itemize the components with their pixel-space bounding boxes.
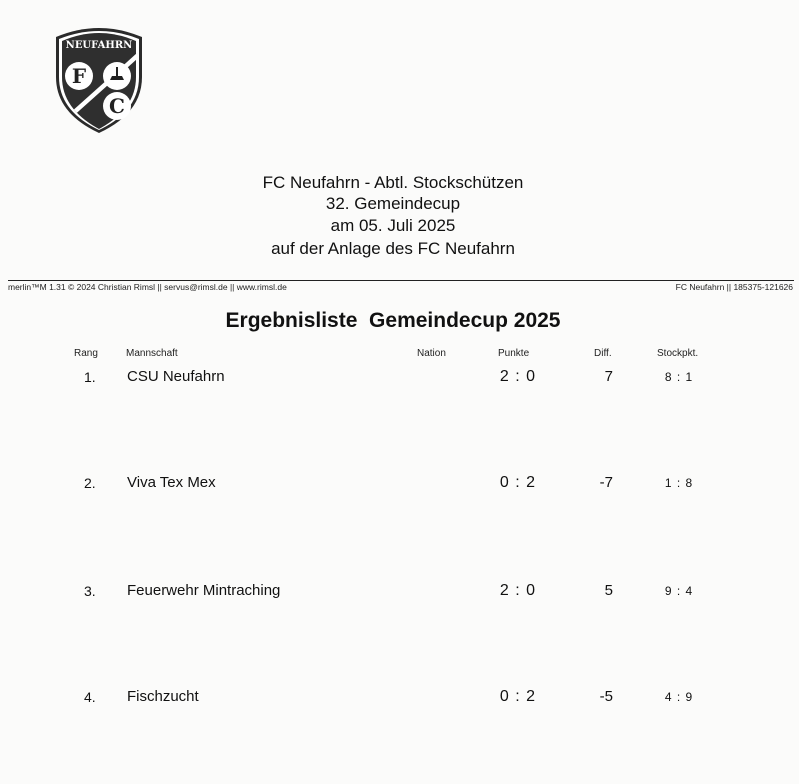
- row-rank: 4.: [84, 689, 96, 705]
- row-rank: 2.: [84, 475, 96, 491]
- result-row: [0, 366, 799, 388]
- row-stock-points: 4 : 9: [664, 690, 694, 704]
- row-points: 2 : 0: [499, 582, 537, 599]
- logo-club-name: NEUFAHRN: [65, 40, 133, 51]
- logo-letter-c: C: [109, 94, 125, 118]
- row-rank: 1.: [84, 369, 96, 385]
- header-event-name: 32. Gemeindecup: [325, 194, 461, 213]
- row-points: 0 : 2: [499, 688, 537, 705]
- header-club-department: FC Neufahrn - Abtl. Stockschützen: [262, 173, 524, 192]
- row-stock-points: 8 : 1: [664, 370, 694, 384]
- row-diff: 5: [604, 582, 613, 599]
- row-stock-points: 9 : 4: [664, 584, 694, 598]
- result-row: [0, 472, 799, 494]
- column-header-diff: Diff.: [594, 348, 612, 359]
- result-row: [0, 686, 799, 708]
- club-logo: [52, 25, 146, 133]
- row-diff: -7: [599, 474, 613, 491]
- row-rank: 3.: [84, 583, 96, 599]
- software-credit: merlin™M 1.31 © 2024 Christian Rimsl || servus@rimsl.de || www.rimsl.de: [8, 282, 287, 292]
- column-header-nation: Nation: [417, 348, 446, 359]
- row-team: Feuerwehr Mintraching: [127, 582, 281, 599]
- results-title: Ergebnisliste Gemeindecup 2025: [225, 309, 561, 332]
- row-team: Viva Tex Mex: [127, 474, 216, 491]
- row-diff: -5: [599, 688, 613, 705]
- column-header-stock-points: Stockpkt.: [657, 348, 699, 359]
- column-header-points: Punkte: [498, 348, 530, 359]
- row-points: 0 : 2: [499, 474, 537, 491]
- result-row: [0, 580, 799, 602]
- divider-top: [8, 280, 794, 281]
- row-stock-points: 1 : 8: [664, 476, 694, 490]
- column-header-team: Mannschaft: [126, 348, 178, 359]
- header-event-venue: auf der Anlage des FC Neufahrn: [271, 239, 515, 258]
- row-points: 2 : 0: [499, 368, 537, 385]
- logo-letter-f: F: [71, 64, 87, 88]
- column-header-rank: Rang: [74, 348, 98, 359]
- row-team: CSU Neufahrn: [127, 368, 225, 385]
- club-license: FC Neufahrn || 185375-121626: [675, 282, 793, 292]
- header-event-date: am 05. Juli 2025: [330, 216, 456, 235]
- row-team: Fischzucht: [127, 688, 199, 705]
- row-diff: 7: [604, 368, 613, 385]
